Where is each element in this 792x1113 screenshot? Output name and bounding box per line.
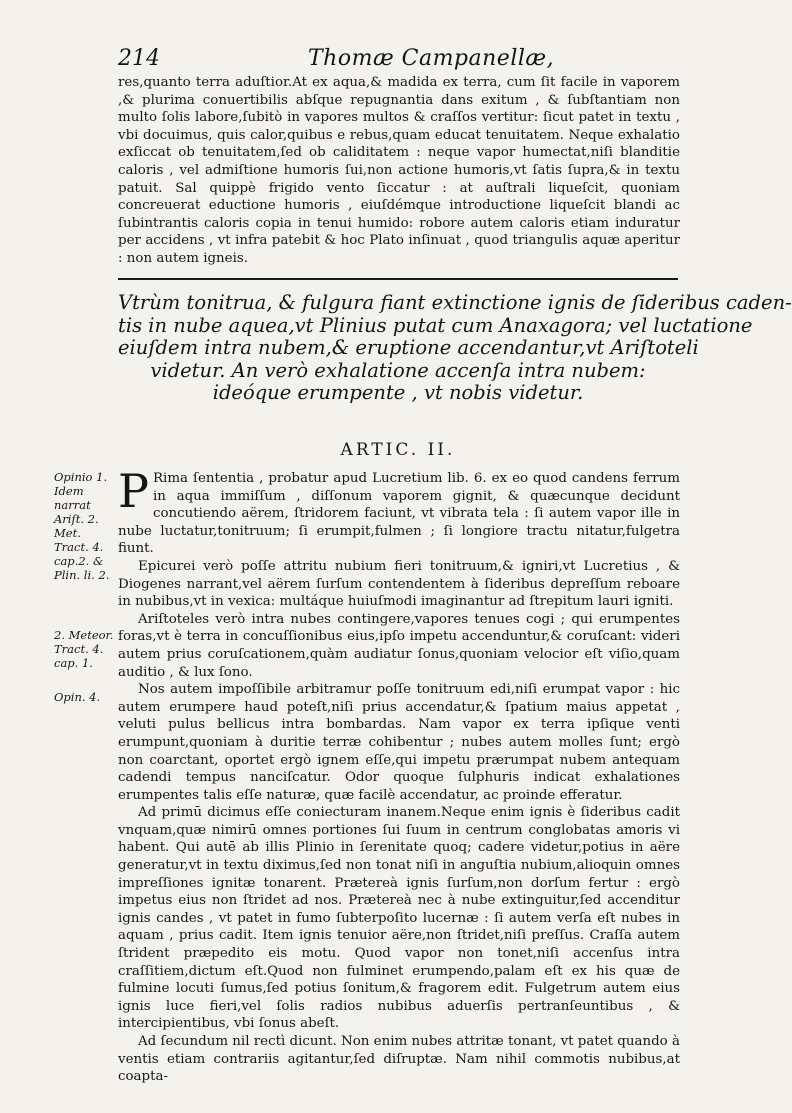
body-paragraph xyxy=(118,464,680,558)
body-paragraph-text: Rima ſententia , probatur apud Lucretium lib. 6. ex eo quod candens ferrum in aqua immiſſum , diſſonum vaporem gignit, & quæcunque decidunt concutiendo aërem, ſtridorem faciunt, vt vibrata tela : ſi autem vapor ille in nube luctatur,tonitruum; ſi erumpit,fulmen ; ſi longiore tractu nitatur,fulgetra fiunt. xyxy=(118,471,680,557)
body-paragraph: Ad ſecundum nil rectì dicunt. Non enim nubes attritæ tonant, vt patet quando à ventis etiam contrariis agitantur,ſed diſruptæ. Nam nihil commotis nubibus,at coapta- xyxy=(118,1034,680,1085)
article-heading: ARTIC. II. xyxy=(340,440,456,460)
drop-cap: P xyxy=(118,464,149,518)
question-line: Vtrùm tonitrua, & fulgura fiant extinctione ignis de ſideribus caden- xyxy=(118,291,792,314)
article-body xyxy=(118,464,680,1086)
margin-note: 2. Meteor. Tract. 4. cap. 1. xyxy=(54,628,114,670)
body-paragraph: Ad primū dicimus eſſe coniecturam inanem.Neque enim ignis è ſideribus cadit vnquam,quæ nimirū omnes portiones ſui ſuum in centrum conglobatas amoris vi habent. Qui autē ab illis Plinio in ſerenitate quoq; cadere videtur,potius in aëre generatur,vt in textu diximus,ſed non tonat niſi in anguſtia nubium,alioquin omnes impreſſiones ignitæ tonarent. Prætereà ignis ſurſum,non dorſum fertur : ergò impetus eius non ſtridet ad nos. Prætereà nec à nube extinguitur,ſed accenditur ignis candes , vt patet in fumo ſubterpoſito lucernæ : ſi autem verſa eſt nubes in aquam , prius cadit. Item ignis tenuior aëre,non ſtridet,niſi preſſus. Craſſa autem ſtrident præpedito eis motu. Quod vapor non tonet,niſi accenſus intra craſſitiem,dictum eſt.Quod non fulminet erumpendo,palam eſt ex his quæ de fulmine locuti ſumus,ſed potius ſonitum,& fragorem edit. Fulgetrum autem eius ignis luce fieri,vel ſolis radios nubibus aduerſis pertranſeuntibus , & intercipientibus, vbi ſonus abeſt. xyxy=(118,805,680,1032)
margin-notes xyxy=(54,470,116,704)
question-heading xyxy=(118,291,792,405)
question-line: eiuſdem intra nubem,& eruptione accendantur,vt Ariſtoteli xyxy=(118,336,699,359)
body-paragraph: Epicurei verò poſſe attritu nubium fieri tonitruum,& igniri,vt Lucretius , & Diogenes narrant,vel aërem ſurſum contendentem à ſideribus depreſſum reboare in nubibus,vt in vexica: multáque huiuſmodi imaginantur ad ſtrepitum lauri igniti. xyxy=(118,558,680,610)
question-line: videtur. An verò exhalatione accenſa intra nubem: xyxy=(150,358,646,382)
question-line: tis in nube aquea,vt Plinius putat cum Anaxagora; vel luctatione xyxy=(118,313,753,337)
body-paragraph: Nos autem impoſſibile arbitramur poſſe tonitruum edi,niſi erumpat vapor : hic autem erumpere haud poteſt,niſi prius accendatur,& ſpatium maius appetat , veluti pulus bellicus intra bombardas. Nam vapor ex terra ipſique venti erumpunt,quoniam à duritie terræ cohibentur ; nubes autem molles ſunt; ergò non coarctant, oportet ergò ignem eſſe,qui impetu prærumpat nubem antequam cadendi tempus nanciſcatur. Odor quoque ſulphuris indicat exhalationes erumpentes talis eſſe naturæ, quæ facilè accendatur, ac proinde efferatur. xyxy=(118,682,680,803)
intro-paragraph-block xyxy=(118,74,680,268)
margin-note: Opin. 4. xyxy=(54,690,101,704)
page-number: 214 xyxy=(118,46,160,71)
section-rule xyxy=(118,278,678,280)
running-title: Thomæ Campanellæ, xyxy=(308,46,555,71)
body-paragraph: Ariſtoteles verò intra nubes contingere,vapores tenues cogi ; qui erumpentes foras,vt è terra in concuſſionibus eius,ipſo impetu accenduntur,& coruſcant: videri autem prius coruſcationem,quàm audiatur ſonus,quoniam velocior eſt viſio,quam auditio , & lux ſono. xyxy=(118,611,680,680)
margin-note: Opinio 1. Idem narrat Ariſt. 2. Met. Tract. 4. cap.2. & Plin. li. 2. xyxy=(54,470,110,582)
question-line: ideóque erumpente , vt nobis videtur. xyxy=(212,381,584,404)
running-head xyxy=(118,46,678,76)
intro-paragraph: res,quanto terra aduſtior.At ex aqua,& madida ex terra, cum ſit facile in vaporem ,& plurima conuertibilis abſque repugnantia dans exitum , & ſubſtantiam non multo ſolis labore,ſubitò in vapores multos & craſſos vertitur: ſicut patet in textu , vbi docuimus, quis calor,quibus e rebus,quam educat tenuitatem. Neque exhalatio exſiccat ob tenuitatem,ſed ob caliditatem : neque vapor humectat,niſi blanditie caloris , vel admiſtione humoris ſui,non actione humoris,vt ſatis ſupra,& in textu patuit. Sal quippè frigido vento ſiccatur : at auſtrali liqueſcit, quoniam concreuerat eductione humoris , eiuſdémque introductione liqueſcit blandi ac ſubintrantis caloris copia in tenui humido: robore autem caloris etiam induratur per accidens , vt infra patebit & hoc Plato inſinuat , quod triangulis aquæ aperitur : non autem igneis. xyxy=(118,75,680,266)
